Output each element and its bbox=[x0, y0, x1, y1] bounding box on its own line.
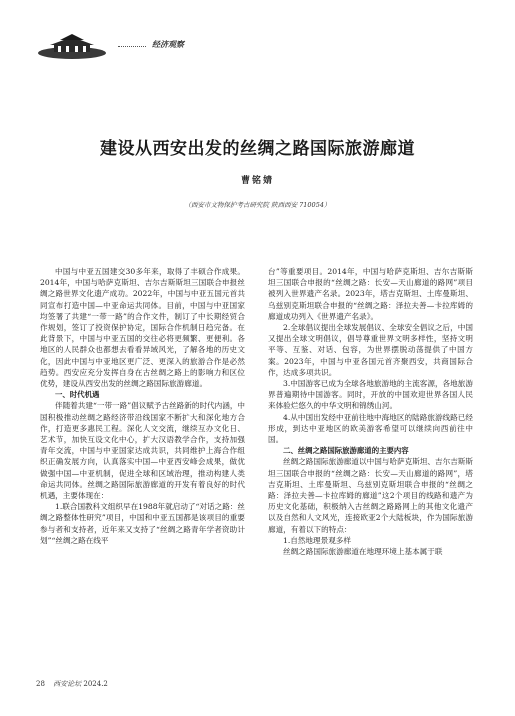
journal-logo-icon bbox=[36, 34, 108, 60]
paragraph: 4.从中国出发经中亚前往地中海地区的陆路旅游线路已经形成，到达中亚地区的欧美游客希望可以继续向西前往中国。 bbox=[268, 412, 473, 445]
paragraph: 丝绸之路国际旅游廊道在地理环境上基本属于联 bbox=[283, 547, 443, 557]
right-column bbox=[268, 266, 473, 557]
paragraph: 1.自然地理景观多样 bbox=[283, 535, 351, 545]
paragraph: 1.联合国教科文组织早在1988年就启动了“对话之路：丝绸之路整体性研究”项目，中国和中亚五国都是该项目的重要参与者和支持者，近年来又支持了“丝绸之路青年学者资助计划”“丝绸之路在线平 bbox=[40, 502, 245, 545]
journal-name: 西安论坛 bbox=[53, 680, 82, 688]
paragraph: 中国与中亚五国建交30多年来，取得了丰硕合作成果。2014年，中国与哈萨克斯坦、吉尔吉斯斯坦三国联合申报丝绸之路世界文化遗产成功。2022年，中国与中亚五国元首共同宣布打造中国—中亚命运共同体。目前，中国与中亚国家均签署了共建“一带一路”的合作文件，制订了中长期经贸合作规划，签订了投资保护协定，国际合作机制日趋完备。在此背景下，中国与中亚五国的交往必将更频繁、更便利。各地区的人民群众也都想去看看异域风光，了解各地的历史文化，因此中国与中亚地区更广泛、更深入的旅游合作是必然趋势。西安应充分发挥自身在古丝绸之路上的影响力和区位优势，建设从西安出发的丝绸之路国际旅游廊道。 bbox=[40, 267, 245, 389]
author-name: 曹铭婧 bbox=[240, 176, 274, 186]
paragraph: 台”等重要项目。2014年，中国与哈萨克斯坦、吉尔吉斯斯坦三国联合申报的“丝绸之路：长安—天山廊道的路网”项目被列入世界遗产名录。2023年，塔吉克斯坦、土库曼斯坦、乌兹别克斯坦联合申报的“丝绸之路：泽拉夫善—卡拉库姆的廊道成功列入《世界遗产名录》。 bbox=[268, 267, 473, 321]
article-title: 建设从西安出发的丝绸之路国际旅游廊道 bbox=[100, 139, 415, 159]
left-column bbox=[40, 266, 245, 546]
section-label: 经济观察 bbox=[152, 39, 184, 49]
page-footer bbox=[36, 679, 108, 689]
issue-number: 2024.2 bbox=[83, 680, 108, 688]
header-dotted-rule bbox=[118, 46, 146, 47]
author-affiliation: （西安市文物保护考古研究院 陕西西安 710054） bbox=[184, 201, 331, 209]
running-header bbox=[36, 34, 486, 64]
paragraph: 丝绸之路国际旅游廊道以中国与哈萨克斯坦、吉尔吉斯斯坦三国联合申报的“丝绸之路：长安—天山廊道的路网”，塔吉克斯坦、土库曼斯坦、乌兹别克斯坦联合申报的“丝绸之路：泽拉夫善—卡拉库姆的廊道”这2个项目的线路和遗产为历史文化基础，积极纳入古丝绸之路路网上的其他文化遗产以及自然和人文风光，连接欧亚2个大陆板块，作为国际旅游廊道，有着以下的特点： bbox=[268, 457, 473, 534]
paragraph: 2.全球倡议提出全球发展倡议、全球安全倡议之后，中国又提出全球文明倡议，倡导尊重世界文明多样性，坚持文明平等、互鉴、对话、包容，为世界摆脱动荡提供了中国方案。2023年，中国与中亚各国元首齐聚西安，共商国际合作，达成多项共识。 bbox=[268, 323, 473, 377]
page-number: 28 bbox=[36, 680, 45, 688]
section-heading: 二、丝绸之路国际旅游廊道的主要内容 bbox=[283, 446, 409, 456]
paragraph: 3.中国游客已成为全球各地旅游地的主流客源，各地旅游界普遍期待中国游客。同时，开放的中国欢迎世界各国人民来体验烂悠久的中华文明和锦绣山河。 bbox=[268, 379, 473, 411]
paragraph: 伴随着共建“一带一路”倡议赋予古丝路新的时代内涵，中国积极推动丝绸之路经济带沿线国家不断扩大和深化地方合作，打造更多惠民工程。深化人文交流，继续互办文化日、艺术节，加快互设文化中心，扩大汉语教学合作，支持加强青年交流，中国与中亚国家达成共识，共同维护上海合作组织正确发展方向，认真落实中国—中亚西安峰会成果，做优做强中国—中亚机制，促进全球和区域治理，推动构建人类命运共同体。丝绸之路国际旅游廊道的开发有着良好的时代机遇，主要体现在： bbox=[40, 401, 246, 501]
section-heading: 一、时代机遇 bbox=[55, 390, 100, 400]
